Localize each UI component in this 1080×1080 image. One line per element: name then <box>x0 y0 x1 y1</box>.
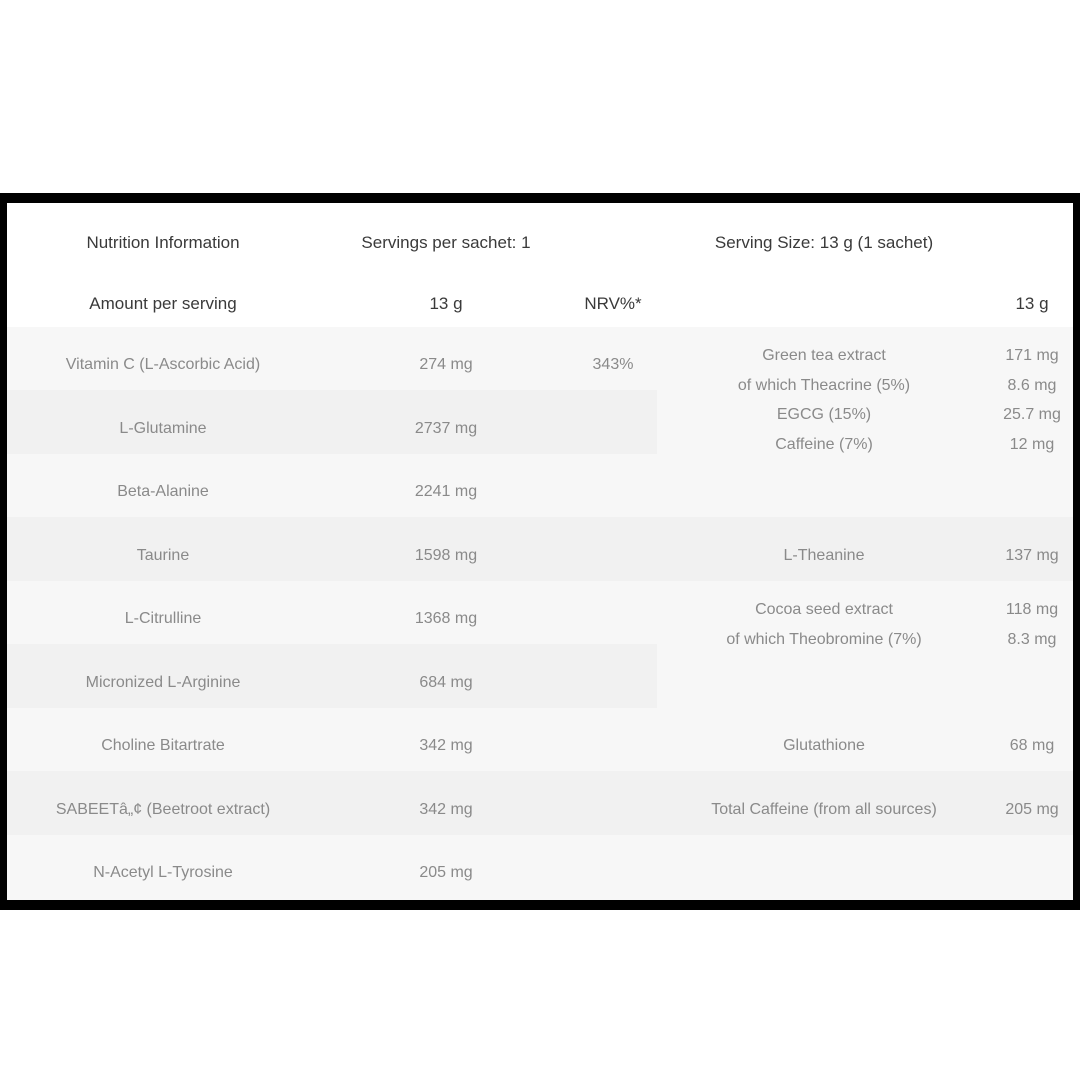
green-tea-names <box>657 341 991 459</box>
ingredient-name-vitamin-c: Vitamin C (L-Ascorbic Acid) <box>65 356 261 373</box>
table-frame <box>0 193 1080 910</box>
ingredient-name-taurine: Taurine <box>136 547 190 564</box>
ingredient-name-n-acetyl-tyrosine: N-Acetyl L-Tyrosine <box>93 864 233 881</box>
theobromine-amount: 8.3 mg <box>1007 630 1057 648</box>
l-theanine-name: L-Theanine <box>783 547 865 564</box>
serving-size: Serving Size: 13 g (1 sachet) <box>714 233 934 252</box>
ingredient-amount-l-glutamine: 2737 mg <box>414 420 478 437</box>
ingredient-amount-taurine: 1598 mg <box>414 547 478 564</box>
egcg-name: EGCG (15%) <box>776 406 872 423</box>
ingredient-name-choline-bitartrate: Choline Bitartrate <box>101 737 225 754</box>
cocoa-names <box>657 595 991 654</box>
glutathione-name: Glutathione <box>783 737 865 754</box>
ingredient-name-l-glutamine: L-Glutamine <box>119 420 207 437</box>
cocoa-amounts <box>991 595 1073 654</box>
green-tea-amounts <box>991 341 1073 459</box>
caffeine-name: Caffeine (7%) <box>775 435 873 453</box>
table-title: Nutrition Information <box>86 233 240 252</box>
theacrine-name: of which Theacrine (5%) <box>737 376 911 394</box>
ingredient-amount-choline-bitartrate: 342 mg <box>419 737 473 754</box>
cocoa-seed-extract-name: Cocoa seed extract <box>755 601 893 618</box>
green-tea-extract-name: Green tea extract <box>762 347 886 364</box>
amount-column-header: 13 g <box>429 294 463 313</box>
ingredient-amount-vitamin-c: 274 mg <box>419 356 473 373</box>
total-caffeine-amount: 205 mg <box>1005 801 1059 818</box>
ingredient-name-l-citrulline: L-Citrulline <box>124 610 202 627</box>
ingredient-amount-n-acetyl-tyrosine: 205 mg <box>419 864 473 881</box>
nutrition-table <box>7 203 1073 900</box>
ingredient-name-beta-alanine: Beta-Alanine <box>117 483 209 500</box>
servings-per-sachet: Servings per sachet: 1 <box>361 233 531 252</box>
total-caffeine-name: Total Caffeine (from all sources) <box>711 801 937 818</box>
l-theanine-amount: 137 mg <box>1005 547 1059 564</box>
ingredient-amount-beta-alanine: 2241 mg <box>414 483 478 500</box>
ingredient-amount-l-arginine: 684 mg <box>419 674 473 691</box>
ingredient-amount-sabeet: 342 mg <box>419 801 473 818</box>
ingredient-amount-l-citrulline: 1368 mg <box>414 610 478 627</box>
glutathione-amount: 68 mg <box>1009 737 1055 754</box>
theacrine-amount: 8.6 mg <box>1007 376 1057 394</box>
ingredient-name-sabeet: SABEETâ„¢ (Beetroot extract) <box>55 801 271 818</box>
nrv-column-header: NRV%* <box>584 294 642 313</box>
right-amount-column-header: 13 g <box>1015 294 1049 313</box>
amount-per-serving-label: Amount per serving <box>89 294 237 313</box>
green-tea-extract-amount: 171 mg <box>1005 347 1059 364</box>
caffeine-amount: 12 mg <box>1009 435 1055 453</box>
theobromine-name: of which Theobromine (7%) <box>726 630 922 648</box>
ingredient-name-l-arginine: Micronized L-Arginine <box>85 674 241 691</box>
cocoa-seed-extract-amount: 118 mg <box>1005 601 1059 618</box>
egcg-amount: 25.7 mg <box>1003 406 1061 423</box>
ingredient-nrv-vitamin-c: 343% <box>592 356 634 373</box>
